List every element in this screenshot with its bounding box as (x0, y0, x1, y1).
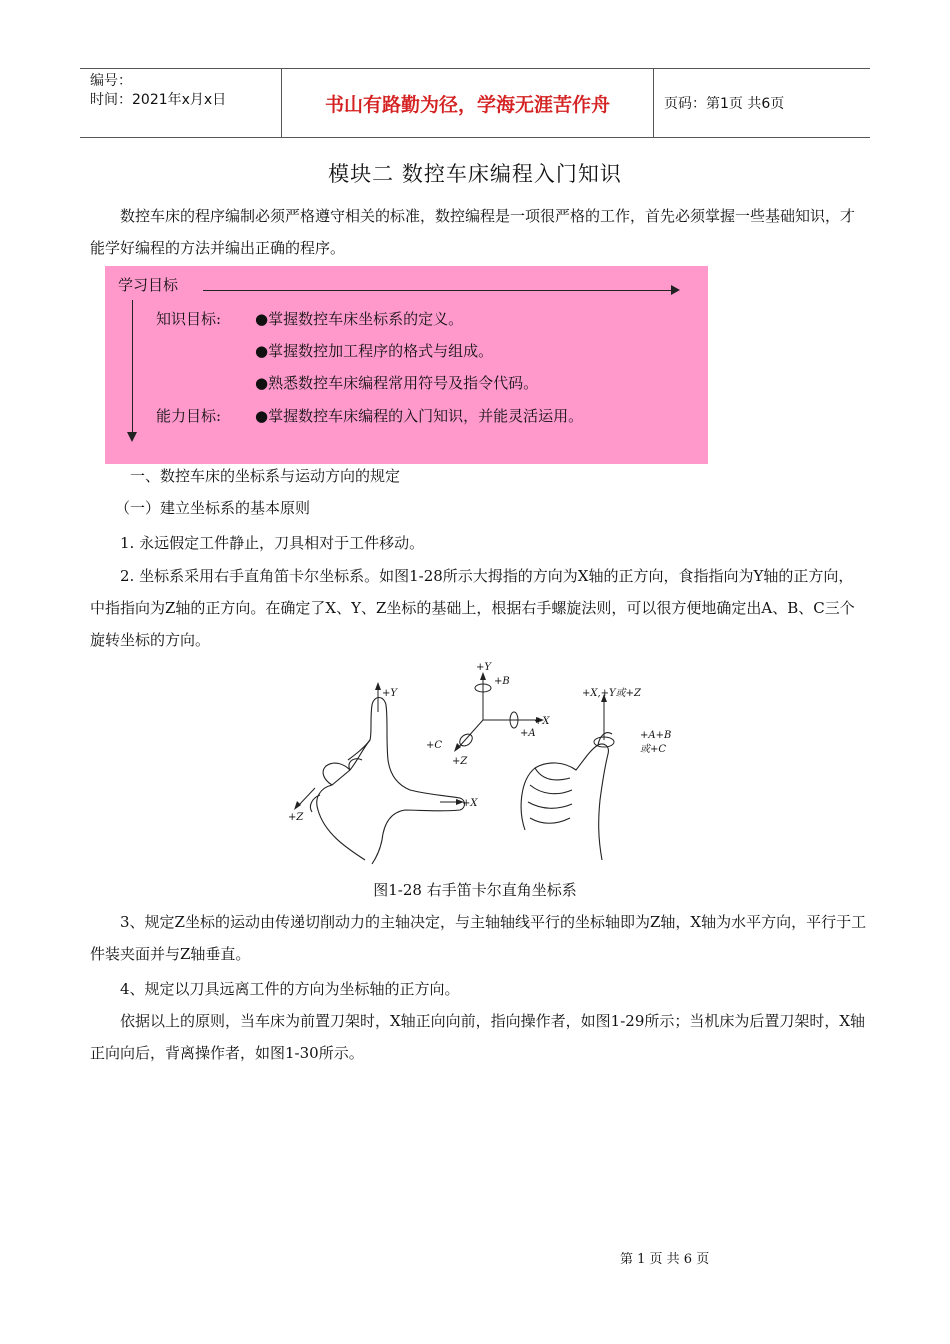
header-motto: 书山有路勤为径，学海无涯苦作舟 (282, 69, 654, 137)
arrow-head-up-icon (375, 682, 381, 690)
mid-b-label: +B (494, 676, 510, 687)
principle-2: 2. 坐标系采用右手直角笛卡尔坐标系。如图1-28所示大拇指的方向为X轴的正方向，食指指向为Y轴的正方向，中指指向为Z轴的正方向。在确定了X、Y、Z坐标的基础上，根据右手螺旋法则，可以很方便地确定出A、B、C三个旋转坐标的方向。 (90, 567, 855, 649)
ability-goal-label: 能力目标: (156, 407, 222, 425)
principle-4: 4、规定以刀具远离工件的方向为坐标轴的正方向。 (120, 980, 460, 998)
arrow-head-right-icon (671, 285, 680, 295)
subsection-heading: （一）建立坐标系的基本原则 (115, 499, 311, 517)
knowledge-item: ●掌握数控车床坐标系的定义。 (255, 310, 464, 328)
right-rotation-label-2: 或+C (640, 744, 667, 755)
intro-paragraph: 数控车床的程序编制必须严格遵守相关的标准，数控编程是一项很严格的工作，首先必须掌握一些基础知识，才能学好编程的方法并编出正确的程序。 (90, 207, 856, 257)
horizontal-arrow-icon (203, 290, 673, 291)
right-hand-drawing (521, 733, 612, 860)
left-z-label: +Z (288, 812, 304, 823)
right-rotation-label: +A+B (640, 730, 672, 741)
section-heading: 一、数控车床的坐标系与运动方向的规定 (130, 467, 401, 485)
figure-caption: 图1-28 右手笛卡尔直角坐标系 (373, 881, 577, 899)
left-hand-drawing (310, 698, 464, 865)
left-z-axis (298, 788, 315, 806)
knowledge-goal-label: 知识目标: (156, 310, 222, 328)
arrow-head-down-icon (127, 432, 137, 442)
goals-label: 学习目标 (118, 276, 179, 294)
right-axis-label: +X,+Y或+Z (582, 688, 641, 699)
mid-x-label: +X (534, 716, 550, 727)
mid-a-label: +A (520, 728, 536, 739)
time-label: 时间：2021年x月x日 (90, 92, 227, 108)
page-header (80, 68, 870, 138)
ability-item: ●掌握数控车床编程的入门知识，并能灵活运用。 (255, 407, 584, 425)
learning-goals-box (105, 266, 708, 464)
mid-y-label: +Y (476, 662, 491, 673)
header-page-info: 页码：第1页 共6页 (664, 96, 785, 112)
header-meta (80, 69, 282, 137)
mid-z-label: +Z (452, 756, 468, 767)
right-hand-coordinate-figure (280, 660, 680, 865)
arrow-head-up-icon (480, 672, 486, 680)
arrow-head-down-left-icon (294, 801, 301, 810)
knowledge-item: ●熟悉数控车床编程常用符号及指令代码。 (255, 374, 539, 392)
page-footer: 第 1 页 共 6 页 (620, 1252, 710, 1267)
conclusion-paragraph: 依据以上的原则，当车床为前置刀架时，X轴正向向前，指向操作者，如图1-29所示；当机床为后置刀架时，X轴正向向后，背离操作者，如图1-30所示。 (90, 1012, 866, 1062)
page-title: 模块二 数控车床编程入门知识 (328, 162, 622, 186)
vertical-arrow-icon (132, 300, 133, 434)
mid-c-label: +C (426, 740, 443, 751)
principle-1: 1. 永远假定工件静止，刀具相对于工件移动。 (120, 534, 425, 552)
principle-3: 3、规定Z坐标的运动由传递切削动力的主轴决定，与主轴轴线平行的坐标轴即为Z轴，X轴为水平方向，平行于工件装夹面并与Z轴垂直。 (90, 913, 867, 963)
left-x-label: +X (462, 798, 478, 809)
knowledge-item: ●掌握数控加工程序的格式与组成。 (255, 342, 494, 360)
number-label: 编号： (90, 73, 132, 89)
left-y-label: +Y (382, 688, 397, 699)
